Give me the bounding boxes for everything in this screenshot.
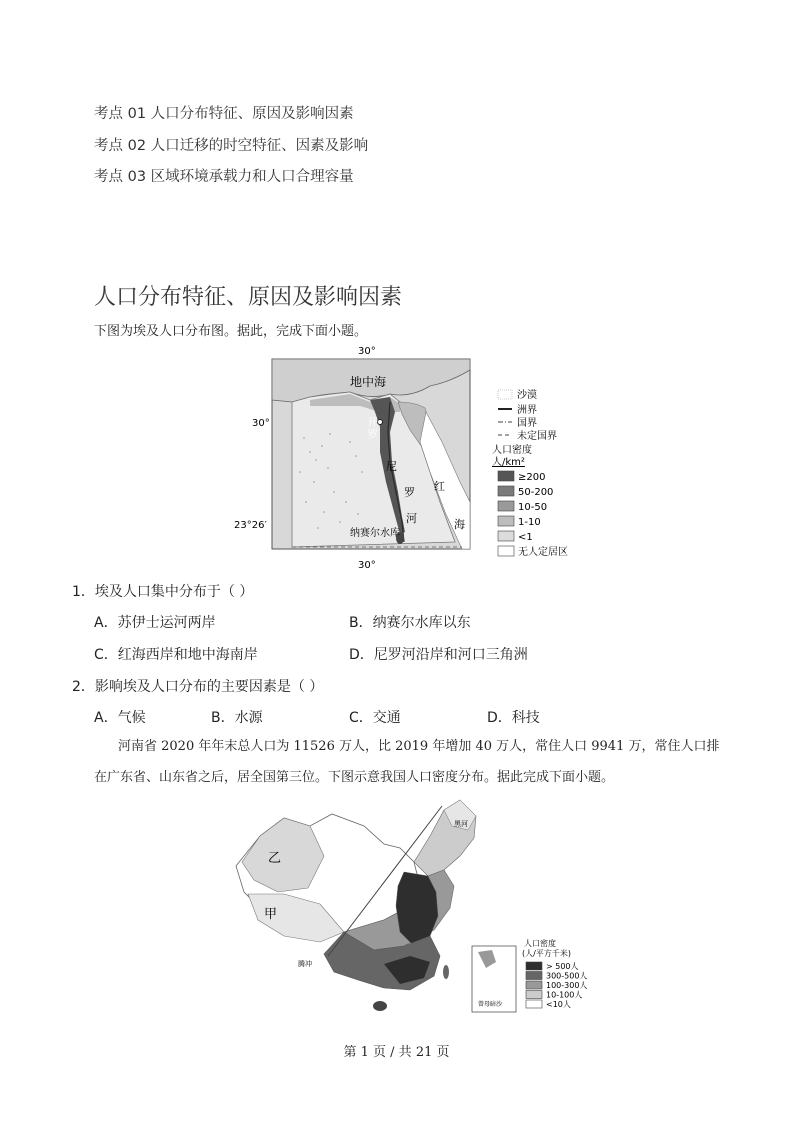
outline-item-3: 考点 03 区域环境承载力和人口合理容量 bbox=[94, 169, 354, 185]
question-1-stem: 1．埃及人口集中分布于（ ） bbox=[72, 584, 254, 600]
q1-option-c[interactable]: C．红海西岸和地中海南岸 bbox=[94, 647, 258, 663]
label-yi: 乙 bbox=[268, 851, 282, 866]
cairo-label-2: 罗 bbox=[367, 428, 378, 441]
china-legend-label-3: 10-100人 bbox=[546, 990, 583, 1000]
china-map-legend bbox=[522, 938, 587, 1009]
q2-option-b[interactable]: B．水源 bbox=[211, 710, 263, 726]
q1-option-a[interactable]: A．苏伊士运河两岸 bbox=[94, 615, 216, 631]
china-legend-label-0: > 500人 bbox=[546, 962, 579, 971]
legend-desert: 沙漠 bbox=[517, 390, 537, 401]
legend-national-border: 国界 bbox=[517, 418, 537, 429]
china-legend-unit: (人/平方千米) bbox=[522, 949, 571, 958]
henan-paragraph-line-2: 在广东省、山东省之后，居全国第三位。下图示意我国人口密度分布。据此完成下面小题。 bbox=[94, 770, 615, 785]
china-population-density-map bbox=[224, 796, 604, 1018]
egypt-legend-label-2: 10-50 bbox=[518, 502, 548, 513]
mediterranean-label: 地中海 bbox=[350, 375, 387, 389]
egypt-map-legend bbox=[492, 388, 568, 558]
egypt-legend-label-4: <1 bbox=[518, 532, 533, 543]
egypt-legend-label-3: 1-10 bbox=[518, 517, 541, 528]
top-longitude-label: 30° bbox=[358, 346, 376, 357]
china-legend-label-4: <10人 bbox=[546, 1000, 571, 1009]
label-jia: 甲 bbox=[264, 907, 278, 922]
egypt-legend-label-0: ≥200 bbox=[518, 472, 546, 483]
q1-option-b[interactable]: B．纳赛尔水库以东 bbox=[349, 615, 471, 631]
question-2-stem: 2．影响埃及人口分布的主要因素是（ ） bbox=[72, 679, 324, 695]
section-title: 人口分布特征、原因及影响因素 bbox=[94, 285, 403, 310]
nile-label-1: 尼 bbox=[386, 460, 397, 473]
egypt-legend-swatch-3 bbox=[498, 516, 514, 526]
egypt-population-map bbox=[230, 342, 590, 572]
egypt-legend-swatch-2 bbox=[498, 501, 514, 511]
egypt-legend-swatch-4 bbox=[498, 531, 514, 541]
latitude-2326-label: 23°26′ bbox=[234, 520, 267, 531]
china-legend-title: 人口密度 bbox=[524, 939, 556, 948]
china-legend-swatch-4 bbox=[526, 1000, 542, 1008]
china-legend-swatch-3 bbox=[526, 991, 542, 999]
red-sea-label-2: 海 bbox=[454, 518, 465, 531]
red-sea-label-1: 红 bbox=[434, 480, 445, 493]
outline-item-1: 考点 01 人口分布特征、原因及影响因素 bbox=[94, 106, 354, 122]
nile-label-2: 罗 bbox=[404, 486, 415, 499]
cairo-label-1: 开 bbox=[367, 416, 378, 429]
china-legend-swatch-0 bbox=[526, 962, 542, 970]
egypt-legend-label-1: 50-200 bbox=[518, 487, 554, 498]
china-legend-swatch-2 bbox=[526, 981, 542, 989]
legend-density-title: 人口密度 bbox=[492, 445, 532, 456]
latitude-30-label: 30° bbox=[252, 418, 270, 429]
inset-label: 曾母暗沙 bbox=[478, 1001, 503, 1008]
reservoir-label: 纳赛尔水库 bbox=[350, 528, 400, 539]
nile-label-3: 河 bbox=[406, 512, 417, 525]
q1-option-d[interactable]: D．尼罗河沿岸和河口三角洲 bbox=[349, 647, 528, 663]
intro-text: 下图为埃及人口分布图。据此，完成下面小题。 bbox=[94, 324, 368, 339]
legend-continent-border: 洲界 bbox=[517, 405, 537, 416]
q2-option-c[interactable]: C．交通 bbox=[349, 710, 401, 726]
egypt-legend-swatch-5 bbox=[498, 546, 514, 556]
china-legend-label-2: 100-300人 bbox=[546, 981, 588, 990]
legend-density-unit: 人/km² bbox=[492, 457, 525, 468]
page-footer: 第 1 页 / 共 21 页 bbox=[343, 1045, 450, 1060]
label-heihe: 黑河 bbox=[454, 820, 468, 828]
egypt-legend-swatch-1 bbox=[498, 486, 514, 496]
china-legend-label-1: 300-500人 bbox=[546, 971, 588, 981]
q2-option-d[interactable]: D．科技 bbox=[487, 710, 540, 726]
legend-undetermined-border: 未定国界 bbox=[517, 431, 557, 442]
q2-option-a[interactable]: A．气候 bbox=[94, 710, 146, 726]
henan-paragraph-line-1: 河南省 2020 年年末总人口为 11526 万人，比 2019 年增加 40 万人，常住人口 9941 万，常住人口排 bbox=[118, 739, 720, 754]
label-tengchong: 腾冲 bbox=[298, 960, 312, 968]
outline-item-2: 考点 02 人口迁移的时空特征、因素及影响 bbox=[94, 138, 369, 154]
egypt-legend-swatch-0 bbox=[498, 471, 514, 481]
egypt-legend-label-5: 无人定居区 bbox=[518, 547, 568, 558]
bottom-longitude-label: 30° bbox=[358, 560, 376, 571]
china-legend-swatch-1 bbox=[526, 972, 542, 980]
